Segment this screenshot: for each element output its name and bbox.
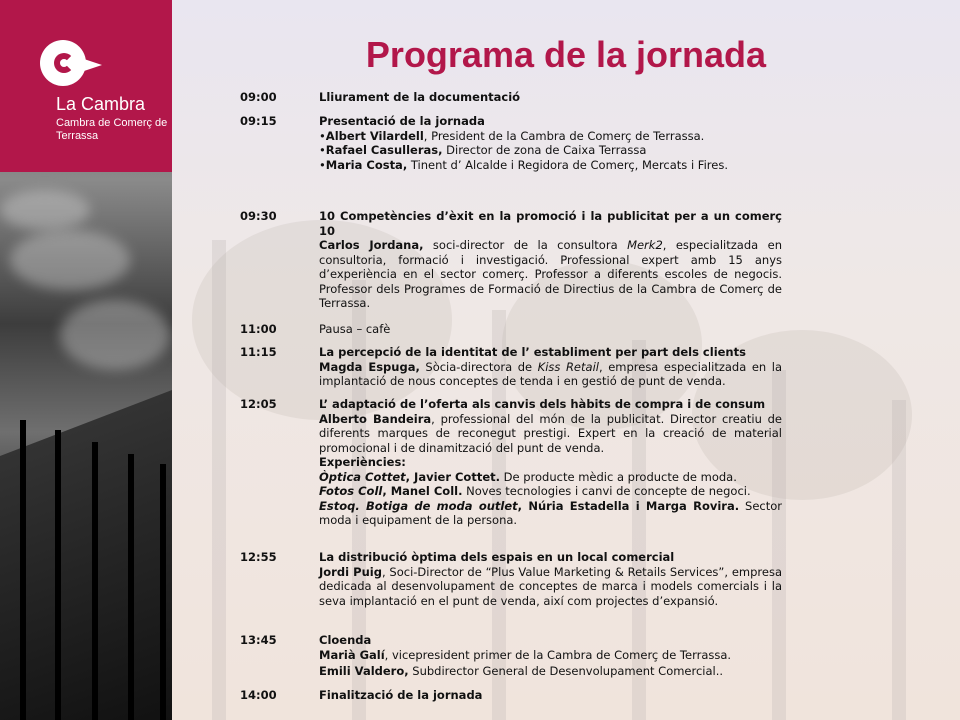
agenda-time: 09:30: [240, 209, 277, 223]
experience-item: Òptica Cottet, Javier Cottet. De producte mèdic a producte de moda.: [319, 469, 737, 484]
agenda-heading: Lliurament de la documentació: [319, 90, 521, 104]
company-name: Merk2: [627, 238, 663, 252]
speaker-name: Albert Vilardell: [325, 128, 424, 143]
logo-arrow-icon: [84, 59, 102, 71]
experiences-label: Experiències:: [319, 455, 406, 469]
speaker-name: Jordi Puig: [319, 564, 382, 579]
agenda-item: [240, 209, 782, 311]
agenda-time: 09:15: [240, 114, 277, 128]
agenda-item: [240, 322, 782, 337]
shop-name: Fotos Coll: [319, 484, 383, 498]
agenda-time: 11:15: [240, 345, 277, 359]
speaker-description: Carlos Jordana, soci-director de la consultora Merk2, especialitzada en consultoria, formació i investigació. Professional expert amb 15 anys d’experiència en el sector comerç. Professor a diferents escoles de negocis. Professor dels Programes de Formació de Directius de la Cambra de Comerç de Terrassa.: [319, 238, 782, 310]
agenda-heading: La distribució òptima dels espais en un local comercial: [319, 550, 675, 564]
page-title: Programa de la jornada: [365, 34, 767, 75]
agenda-heading: L’ adaptació de l’oferta als canvis dels hàbits de compra i de consum: [319, 397, 766, 411]
logo-name: La Cambra: [56, 94, 146, 114]
speaker-name: Magda Espuga,: [319, 359, 420, 374]
speaker-bullet: •Albert Vilardell, President de la Cambra de Comerç de Terrassa.: [319, 128, 705, 143]
experience-item: Estoq. Botiga de moda outlet, Núria Estadella i Marga Rovira. Sector moda i equipament de la persona.: [319, 498, 782, 527]
agenda-item: [240, 397, 782, 528]
speaker-name: Rafael Casulleras,: [325, 143, 443, 157]
agenda-item: [240, 114, 782, 172]
logo: [0, 0, 172, 172]
agenda-heading: Presentació de la jornada: [319, 114, 485, 128]
agenda-time: 11:00: [240, 322, 277, 336]
agenda-time: 09:00: [240, 90, 277, 104]
closing-speaker: Marià Galí, vicepresident primer de la Cambra de Comerç de Terrassa.: [319, 647, 732, 662]
agenda-heading: Pausa – cafè: [319, 322, 391, 336]
speaker-name: Carlos Jordana,: [319, 238, 424, 252]
logo-subtitle-line2: Terrassa: [56, 130, 99, 142]
agenda-heading: Cloenda: [319, 633, 372, 647]
speaker-name: Emili Valdero,: [319, 664, 409, 678]
agenda-heading: La percepció de la identitat de l’ establiment per part dels clients: [319, 345, 746, 359]
speaker-bullet: •Rafael Casulleras, Director de zona de Caixa Terrassa: [319, 143, 647, 157]
agenda-item: [240, 345, 782, 389]
agenda-time: 12:55: [240, 550, 277, 564]
shop-name: Òptica Cottet: [319, 469, 406, 484]
speaker-description: Alberto Bandeira, professional del món de la publicitat. Director creatiu de diferents marques de reconegut prestigi. Expert en la creació de material promocional i de dinamització del punt de venda.: [319, 411, 782, 455]
agenda-time: 14:00: [240, 688, 277, 702]
company-name: Kiss Retail: [537, 359, 599, 374]
speaker-description: Magda Espuga, Sòcia-directora de Kiss Retail, empresa especialitzada en la implantació de nous conceptes de tenda i en gestió de punt de venda.: [319, 359, 783, 388]
logo-subtitle-line1: Cambra de Comerç de: [56, 117, 168, 129]
speaker-description: Jordi Puig, Soci-Director de “Plus Value Marketing & Retails Services”, empresa dedicada al desenvolupament de conceptes de marca i models comercials i la seva implantació en el punt de venda, així com projectes d’expansió.: [319, 564, 782, 608]
shop-name: Estoq. Botiga de moda outlet: [319, 498, 518, 513]
agenda-item: [240, 90, 782, 105]
agenda-item: [240, 550, 782, 608]
agenda-item: [240, 688, 782, 703]
agenda-time: 12:05: [240, 397, 277, 411]
speaker-name: Maria Costa,: [325, 157, 408, 172]
agenda-heading: Finalització de la jornada: [319, 688, 483, 702]
agenda-item: [240, 633, 782, 679]
speaker-bullet: •Maria Costa, Tinent d’ Alcalde i Regidora de Comerç, Mercats i Fires.: [319, 157, 728, 172]
speaker-name: Alberto Bandeira: [319, 411, 432, 426]
agenda-heading: 10 Competències d’èxit en la promoció i la publicitat per a un comerç 10: [319, 209, 782, 238]
experience-item: Fotos Coll, Manel Coll. Noves tecnologies i canvi de concepte de negoci.: [319, 484, 751, 498]
cambra-logo-icon: [40, 40, 86, 86]
closing-speaker: Emili Valdero, Subdirector General de Desenvolupament Comercial..: [319, 664, 724, 678]
agenda-time: 13:45: [240, 633, 277, 647]
speaker-name: Marià Galí: [319, 647, 385, 662]
